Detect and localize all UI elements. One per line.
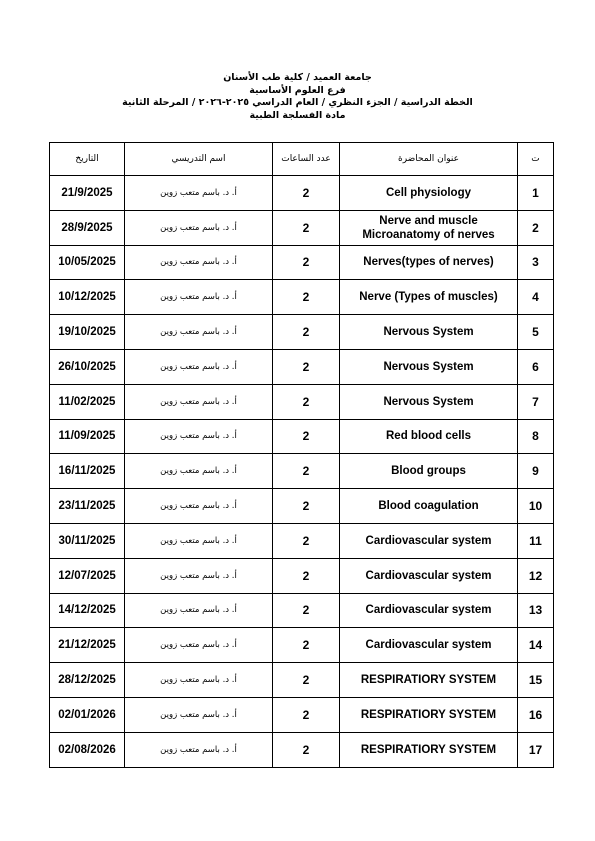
cell-lecturer: أ. د. باسم متعب زوين xyxy=(125,315,273,350)
table-row xyxy=(50,523,554,558)
cell-lecture-title: Cardiovascular system xyxy=(340,628,518,663)
cell-lecturer: أ. د. باسم متعب زوين xyxy=(125,210,273,245)
table-row xyxy=(50,280,554,315)
cell-date: 28/12/2025 xyxy=(50,663,125,698)
cell-lecture-title: Blood groups xyxy=(340,454,518,489)
table-row xyxy=(50,558,554,593)
cell-number: 3 xyxy=(518,245,554,280)
cell-date: 12/07/2025 xyxy=(50,558,125,593)
cell-hours: 2 xyxy=(273,210,340,245)
cell-number: 14 xyxy=(518,628,554,663)
cell-hours: 2 xyxy=(273,523,340,558)
cell-hours: 2 xyxy=(273,349,340,384)
cell-lecture-title: Nervous System xyxy=(340,384,518,419)
cell-lecturer: أ. د. باسم متعب زوين xyxy=(125,732,273,767)
lecture-schedule-table xyxy=(49,142,554,768)
cell-lecturer: أ. د. باسم متعب زوين xyxy=(125,176,273,211)
cell-number: 11 xyxy=(518,523,554,558)
cell-lecturer: أ. د. باسم متعب زوين xyxy=(125,697,273,732)
table-header-row xyxy=(50,143,554,176)
table-row xyxy=(50,593,554,628)
cell-lecture-title: Cell physiology xyxy=(340,176,518,211)
table-row xyxy=(50,663,554,698)
subject-line: مادة الفسلجة الطبية xyxy=(249,109,346,121)
branch-line: فرع العلوم الأساسية xyxy=(249,84,346,96)
cell-date: 19/10/2025 xyxy=(50,315,125,350)
column-header-lecturer: اسم التدريسي xyxy=(125,143,273,176)
cell-date: 11/09/2025 xyxy=(50,419,125,454)
table-row xyxy=(50,245,554,280)
cell-lecture-title: Nerves(types of nerves) xyxy=(340,245,518,280)
cell-lecturer: أ. د. باسم متعب زوين xyxy=(125,663,273,698)
cell-hours: 2 xyxy=(273,315,340,350)
cell-number: 8 xyxy=(518,419,554,454)
cell-number: 13 xyxy=(518,593,554,628)
column-header-number: ت xyxy=(518,143,554,176)
table-row xyxy=(50,349,554,384)
cell-lecturer: أ. د. باسم متعب زوين xyxy=(125,454,273,489)
table-row xyxy=(50,489,554,524)
cell-number: 7 xyxy=(518,384,554,419)
cell-number: 1 xyxy=(518,176,554,211)
cell-date: 11/02/2025 xyxy=(50,384,125,419)
table-row xyxy=(50,697,554,732)
table-row xyxy=(50,176,554,211)
cell-lecture-title: Nervous System xyxy=(340,315,518,350)
cell-lecturer: أ. د. باسم متعب زوين xyxy=(125,489,273,524)
cell-lecturer: أ. د. باسم متعب زوين xyxy=(125,349,273,384)
cell-hours: 2 xyxy=(273,489,340,524)
cell-date: 23/11/2025 xyxy=(50,489,125,524)
document-header xyxy=(0,72,595,122)
cell-lecturer: أ. د. باسم متعب زوين xyxy=(125,419,273,454)
cell-date: 14/12/2025 xyxy=(50,593,125,628)
cell-number: 6 xyxy=(518,349,554,384)
table-row xyxy=(50,419,554,454)
cell-lecture-title: RESPIRATIORY SYSTEM xyxy=(340,697,518,732)
cell-lecture-title: Nerve (Types of muscles) xyxy=(340,280,518,315)
cell-lecture-title: Nerve and muscle Microanatomy of nerves xyxy=(340,210,518,245)
cell-lecture-title: RESPIRATIORY SYSTEM xyxy=(340,663,518,698)
cell-date: 26/10/2025 xyxy=(50,349,125,384)
cell-hours: 2 xyxy=(273,280,340,315)
cell-date: 02/01/2026 xyxy=(50,697,125,732)
cell-lecture-title: Cardiovascular system xyxy=(340,558,518,593)
cell-number: 15 xyxy=(518,663,554,698)
cell-lecture-title: Cardiovascular system xyxy=(340,593,518,628)
cell-hours: 2 xyxy=(273,593,340,628)
cell-number: 4 xyxy=(518,280,554,315)
cell-hours: 2 xyxy=(273,176,340,211)
cell-lecturer: أ. د. باسم متعب زوين xyxy=(125,245,273,280)
cell-date: 28/9/2025 xyxy=(50,210,125,245)
table-row xyxy=(50,628,554,663)
cell-date: 10/12/2025 xyxy=(50,280,125,315)
plan-line: الخطة الدراسية / الجزء النظري / العام الدراسي ٢٠٢٥-٢٠٢٦ / المرحلة الثانية xyxy=(122,97,473,108)
cell-lecturer: أ. د. باسم متعب زوين xyxy=(125,558,273,593)
cell-date: 30/11/2025 xyxy=(50,523,125,558)
cell-hours: 2 xyxy=(273,558,340,593)
cell-number: 12 xyxy=(518,558,554,593)
cell-date: 16/11/2025 xyxy=(50,454,125,489)
table-row xyxy=(50,210,554,245)
cell-number: 10 xyxy=(518,489,554,524)
cell-lecture-title: Red blood cells xyxy=(340,419,518,454)
cell-lecture-title: Blood coagulation xyxy=(340,489,518,524)
cell-lecture-title: RESPIRATIORY SYSTEM xyxy=(340,732,518,767)
cell-lecture-title: Cardiovascular system xyxy=(340,523,518,558)
column-header-hours: عدد الساعات xyxy=(273,143,340,176)
cell-number: 9 xyxy=(518,454,554,489)
cell-hours: 2 xyxy=(273,419,340,454)
cell-date: 10/05/2025 xyxy=(50,245,125,280)
cell-hours: 2 xyxy=(273,697,340,732)
cell-lecturer: أ. د. باسم متعب زوين xyxy=(125,523,273,558)
cell-number: 17 xyxy=(518,732,554,767)
cell-hours: 2 xyxy=(273,663,340,698)
cell-lecturer: أ. د. باسم متعب زوين xyxy=(125,593,273,628)
table-row xyxy=(50,454,554,489)
cell-hours: 2 xyxy=(273,384,340,419)
table-body xyxy=(50,176,554,768)
cell-hours: 2 xyxy=(273,628,340,663)
cell-number: 16 xyxy=(518,697,554,732)
cell-hours: 2 xyxy=(273,454,340,489)
cell-lecturer: أ. د. باسم متعب زوين xyxy=(125,628,273,663)
cell-lecturer: أ. د. باسم متعب زوين xyxy=(125,280,273,315)
university-line: جامعة العميد / كلية طب الأسنان xyxy=(223,72,372,83)
cell-date: 02/08/2026 xyxy=(50,732,125,767)
cell-lecture-title: Nervous System xyxy=(340,349,518,384)
cell-lecturer: أ. د. باسم متعب زوين xyxy=(125,384,273,419)
table-row xyxy=(50,384,554,419)
cell-date: 21/9/2025 xyxy=(50,176,125,211)
column-header-date: التاريخ xyxy=(50,143,125,176)
column-header-title: عنوان المحاضرة xyxy=(340,143,518,176)
table-row xyxy=(50,732,554,767)
cell-number: 2 xyxy=(518,210,554,245)
table-row xyxy=(50,315,554,350)
cell-hours: 2 xyxy=(273,245,340,280)
cell-date: 21/12/2025 xyxy=(50,628,125,663)
cell-hours: 2 xyxy=(273,732,340,767)
cell-number: 5 xyxy=(518,315,554,350)
